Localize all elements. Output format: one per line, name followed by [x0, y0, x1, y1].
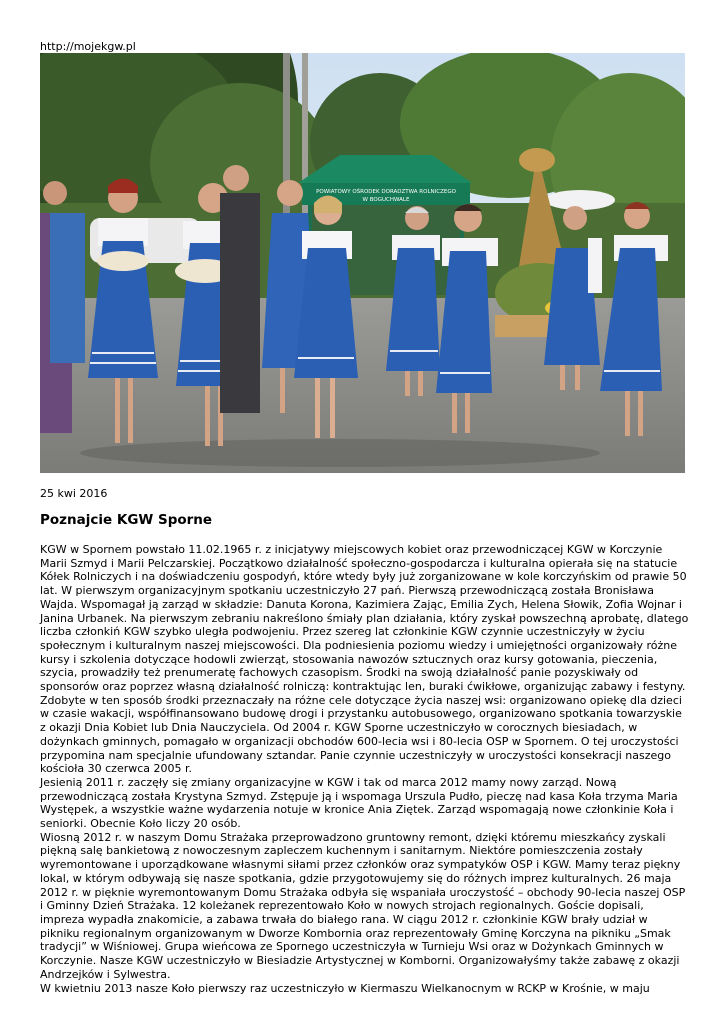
tent-sign-line2: W BOGUCHWALE: [362, 197, 410, 203]
tent-sign-line1: POWIATOWY OŚRODEK DORADZTWA ROLNICZEGO: [316, 189, 456, 195]
article-paragraph: W kwietniu 2013 nasze Koło pierwszy raz uczestniczyło w Kiermaszu Wielkanocnym w RCKP w Krośnie, w maju: [40, 981, 650, 995]
post-date: 25 kwi 2016: [40, 487, 108, 500]
source-url: http://mojekgw.pl: [40, 40, 136, 53]
article-paragraph: Jesienią 2011 r. zaczęły się zmiany organizacyjne w KGW i tak od marca 2012 mamy nowy zarząd. Nową przewodniczącą została Krystyna Szmyd. Zstępuje ją i wspomaga Urszula Pudło, pieczę nad kasa Koła trzyma Maria Występek, a wszystkie ważne wydarzenia notuje w kronice Ania Ziętek. Zarząd wspomagają nowe członkinie Koła i seniorki. Obecnie Koło liczy 20 osób.: [40, 775, 678, 831]
article-paragraph: KGW w Spornem powstało 11.02.1965 r. z inicjatywy miejscowych kobiet oraz przewodniczącej KGW w Korczynie Marii Szmyd i Marii Pelczarskiej. Początkowo działalność społeczno-gospodarcza i kulturalna opierała się na statucie Kółek Rolniczych i na doświadczeniu gospodyń, które wtedy były już zorganizowane w kole korczyńskim od prawie 50 lat. W pierwszym organizacyjnym spotkaniu uczestniczyło 27 pań. Pierwszą przewodniczącą została Bronisława Wajda. Wspomagał ją zarząd w składzie: Danuta Korona, Kazimiera Zając, Emilia Zych, Helena Słowik, Zofia Wojnar i Janina Urbanek. Na pierwszym zebraniu nakreślono śmiały plan działania, który zyskał powszechną aprobatę, dlatego liczba członkiń KGW szybko uległa podwojeniu. Przez szereg lat członkinie KGW czynnie uczestniczyły w życiu społecznym i kulturalnym naszej miejscowości. Dla podniesienia poziomu wiedzy i umiejętności organizowały różne kursy i szkolenia dotyczące hodowli zwierząt, stosowania nawozów sztucznych oraz kursy gotowania, pieczenia, szycia, prowadziły też prenumeratę fachowych czasopism. Środki na swoją działalność panie pozyskiwały od sponsorów oraz poprzez własną działalność rolniczą: kontraktując len, buraki ćwikłowe, organizując zabawy i festyny. Zdobyte w ten sposób środki przeznaczały na różne cele dotyczące życia naszej wsi: organizowano opiekę dla dzieci w czasie wakacji, współfinansowano budowę drogi i przystanku autobusowego, organizowano spotkania towarzyskie z okazji Dnia Kobiet lub Dnia Nauczyciela. Od 2004 r. KGW Sporne uczestniczyło w corocznych biesiadach, w dożynkach gminnych, pomagało w organizacji obchodów 600-lecia wsi i 80-lecia OSP w Spornem. O tej uroczystości przypomina nam specjalnie ufundowany sztandar. Panie czynnie uczestniczyły w uroczystości konsekracji naszego kościoła 30 czerwca 2005 r.: [40, 543, 689, 776]
group-photo: [40, 53, 685, 473]
article-title: Poznajcie KGW Sporne: [40, 512, 213, 528]
article-body: [40, 543, 690, 995]
article-paragraph: Wiosną 2012 r. w naszym Domu Strażaka przeprowadzono gruntowny remont, dzięki któremu mieszkańcy zyskali piękną salę bankietową z nowoczesnym zapleczem kuchennym i sanitarnym. Niektóre pomieszczenia zostały wyremontowane i uporządkowane własnymi siłami przez członków oraz sympatyków OSP i KGW. Mamy teraz piękny lokal, w którym odbywają się nasze spotkania, gdzie przygotowujemy się do różnych imprez kulturalnych. 26 maja 2012 r. w pięknie wyremontowanym Domu Strażaka odbyła się wspaniała uroczystość – obchody 90-lecia naszej OSP i Gminny Dzień Strażaka. 12 koleżanek reprezentowało Koło w nowych strojach regionalnych. Goście dopisali, impreza wypadła znakomicie, a zabawa trwała do białego rana. W ciągu 2012 r. członkinie KGW brały udział w pikniku regionalnym organizowanym w Dworze Kombornia oraz reprezentowały Gminę Korczyna na pikniku „Smak tradycji” w Wiśniowej. Grupa wieńcowa ze Spornego uczestniczyła w Turnieju Wsi oraz w Dożynkach Gminnych w Korczynie. Nasze KGW uczestniczyło w Biesiadzie Artystycznej w Komborni. Organizowałyśmy także zabawę z okazji Andrzejków i Sylwestra.: [40, 830, 686, 981]
